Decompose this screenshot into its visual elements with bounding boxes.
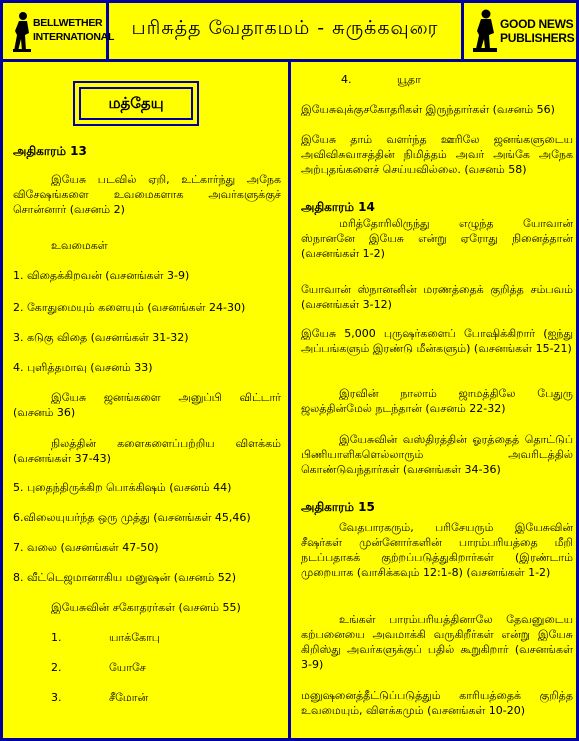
publisher-figure-icon [472,9,498,53]
john-death-paragraph: யோவான் ஸ்நானனின் மரணத்தைக் குறித்த சம்பவம் (வசனங்கள் 3-12) [301,283,573,311]
list-item: 5. புதைந்திருக்கிற பொக்கிஷம் (வசனம் 44) [13,481,232,494]
chapter-heading: அதிகாரம் 15 [301,500,375,514]
hypocrites-paragraph: உங்கள் பாரம்பரியத்தினாலே தேவனுடைய கற்பனையை அவமாக்கி வருகிறீர்கள் என்று இயேசு கிறிஸ்து அவர்களுக்குப் பதில் கூறுகிறார் (வசனங்கள் 3-9) [301,613,573,671]
walking-paragraph: இரவின் நாலாம் ஜாமத்திலே பேதுரு ஜலத்தின்மேல் நடந்தான் (வசனம் 22-32) [301,387,573,415]
tradition-paragraph: வேதபாரகரும், பரிசேயரும் இயேசுவின் சீஷர்கள் முன்னோர்களின் பாரம்பரியத்தை மீறி நடப்பதாகக் குற்றப்படுத்துகிறார்கள் (இரண்டாம் முறையாக (வாசிக்கவும் 12:1-8) (வசனங்கள் 1-2) [301,521,573,579]
list-item: 3. கடுகு விதை (வசனங்கள் 31-32) [13,331,189,344]
list-item: 8. வீட்டெஜமானாகிய மனுஷன் (வசனம் 52) [13,571,237,584]
bellwether-logo [3,3,115,59]
list-item: 6.விலையுயர்ந்த ஒரு முத்து (வசனங்கள் 45,46) [13,511,251,524]
logo-line-1: GOOD NEWS [500,17,574,31]
explanation-paragraph: நிலத்தின் களைகளைப்பற்றிய விளக்கம் (வசனங்கள் 37-43) [13,437,281,465]
book-title: மத்தேயு [79,87,193,120]
left-column [0,62,291,741]
title-cell [109,3,464,59]
logo-line-2: PUBLISHERS [500,31,575,45]
chapter-heading: அதிகாரம் 14 [301,200,375,214]
brother-name: யூதா [397,73,421,86]
unbelief-paragraph: இயேசு தாம் வளர்ந்த ஊரிலே ஜனங்களுடைய அவிவிசுவாசத்தின் நிமித்தம் அவர் அங்கே அநேக அற்புதங்களைச் செய்யவில்லை. (வசனம் 58) [301,133,573,176]
brother-number: 1. [51,631,62,644]
defile-paragraph: மனுஷனைத்தீட்டுப்படுத்தும் காரியத்தைக் குறித்த உவமையும், விளக்கமும் (வசனங்கள் 10-20) [301,689,573,717]
book-title-box [73,81,199,126]
brother-name: யோசே [109,661,146,674]
sisters-paragraph: இயேசுவுக்குசகோதரிகள் இருந்தார்கள் (வசனம் 56) [301,103,555,116]
brother-name: யாக்கோபு [109,631,160,644]
brothers-label: இயேசுவின் சகோதரர்கள் (வசனம் 55) [51,601,241,614]
list-item: 4. புளித்தமாவு (வசனம் 33) [13,361,153,374]
logo-line-2: INTERNATIONAL [33,31,115,43]
list-item: 2. கோதுமையும் களையும் (வசனங்கள் 24-30) [13,301,246,314]
brother-number: 3. [51,691,62,704]
right-column [288,62,579,741]
list-item: 1. விதைக்கிறவன் (வசனங்கள் 3-9) [13,269,190,282]
list-item: 7. வலை (வசனங்கள் 47-50) [13,541,159,554]
intro-paragraph: இயேசு படவில் ஏறி, உட்கார்ந்து அநேக விசேஷங்களை உவமைகளாக அவர்களுக்குச் சொன்னார் (வசனம் 2) [13,173,281,216]
bellwether-figure-icon [11,11,33,53]
logo-line-1: BELLWETHER [33,17,103,29]
good-news-logo [464,3,576,59]
chapter-heading: அதிகாரம் 13 [13,144,87,158]
header-bar [0,0,579,62]
page-title: பரிசுத்த வேதாகமம் - சுருக்கவுரை [131,17,439,39]
feeding-paragraph: இயேசு 5,000 புருஷர்களைப் போஷிக்கிறார் (ஐந்து அப்பங்களும் இரண்டு மீன்களும்) (வசனங்கள் 15-21) [301,327,573,355]
sent-away-paragraph: இயேசு ஜனங்களை அனுப்பி விட்டார் (வசனம் 36) [13,391,281,419]
brother-number: 2. [51,661,62,674]
brother-name: சீமோன் [109,691,149,704]
parables-label: உவமைகள் [51,239,108,252]
healing-paragraph: இயேசுவின் வஸ்திரத்தின் ஓரத்தைத் தொட்டுப் பிணியாளிகளெல்லாரும் அவரிடத்தில் கொண்டுவந்தார்கள் (வசனங்கள் 34-36) [301,433,573,476]
brother-number: 4. [341,73,352,86]
herod-paragraph: மரித்தோரிலிருந்து எழுந்த யோவான் ஸ்நானனே இயேசு என்று ஏரோது நினைத்தான் (வசனங்கள் 1-2) [301,217,573,260]
